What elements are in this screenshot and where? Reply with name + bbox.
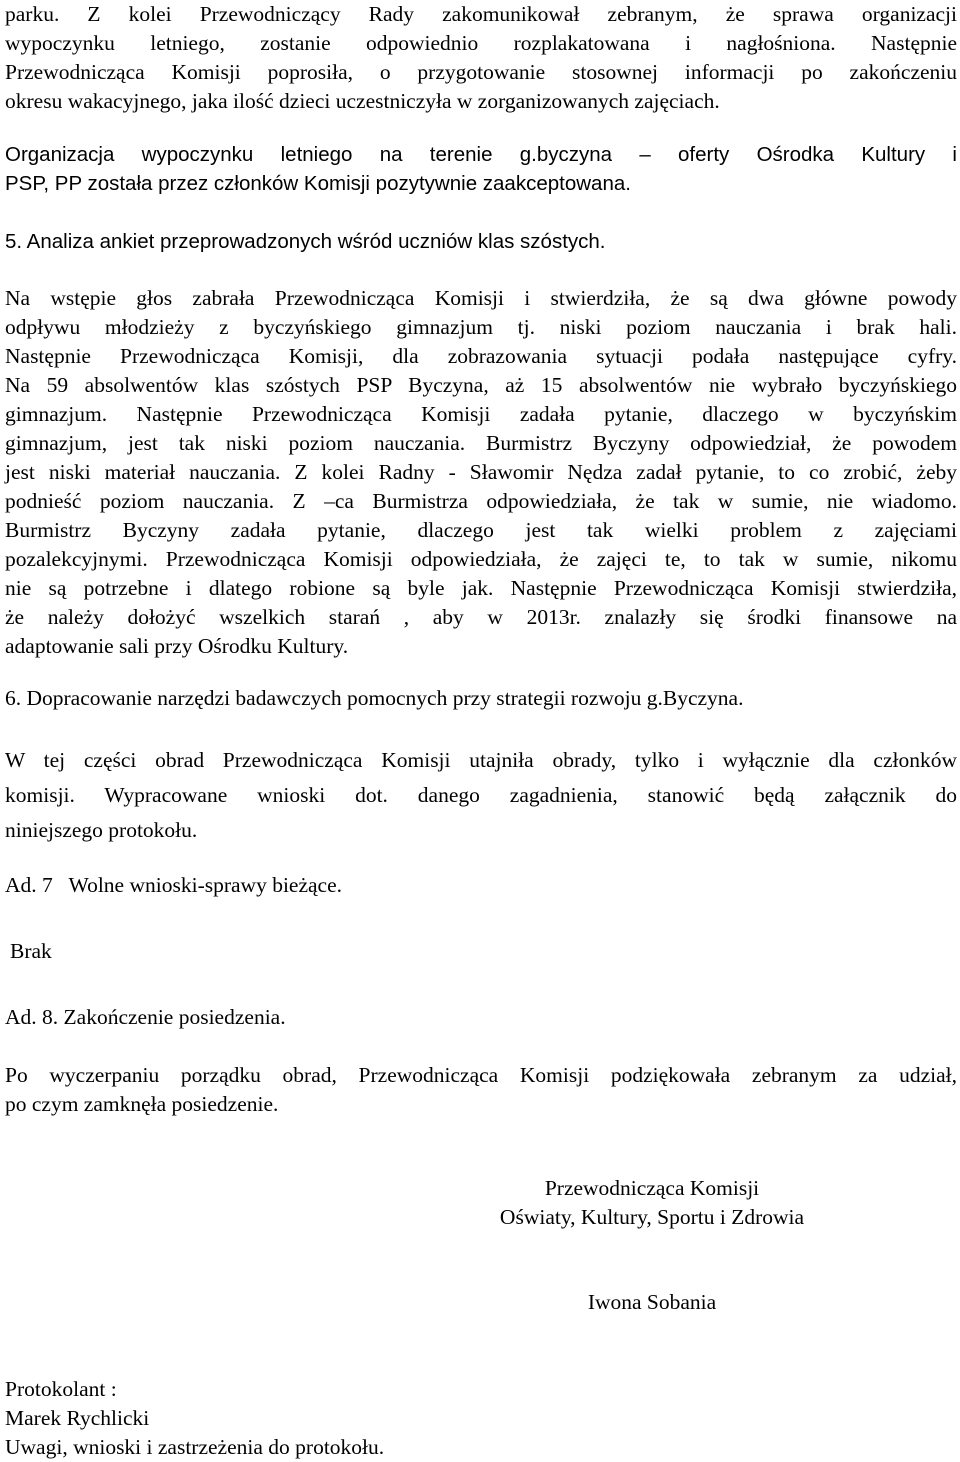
footer (5, 1375, 957, 1462)
intro-paragraph (5, 0, 957, 116)
item5-line-9: Burmistrz Byczyny zadała pytanie, dlaczego jest tak wielki problem z zajęciami (5, 518, 957, 542)
remarks-line: Uwagi, wnioski i zastrzeżenia do protokołu. (5, 1435, 385, 1459)
signature-title-line-1: Przewodnicząca Komisji (544, 1176, 760, 1200)
item5-line-13: adaptowanie sali przy Ośrodku Kultury. (5, 634, 349, 658)
signature-name-text: Iwona Sobania (587, 1290, 717, 1314)
summer-line-1: Organizacja wypoczynku letniego na terenie g.byczyna – oferty Ośrodka Kultury i (5, 143, 957, 166)
ad8-heading (5, 1003, 957, 1032)
closing-line-1: Po wyczerpaniu porządku obrad, Przewodnicząca Komisji podziękowała zebranym za udział, (5, 1063, 957, 1087)
ad8-heading-text: Ad. 8. Zakończenie posiedzenia. (5, 1005, 286, 1029)
intro-line-1: parku. Z kolei Przewodniczący Rady zakomunikował zebranym, że sprawa organizacji (5, 2, 957, 26)
item6-heading-text: 6. Dopracowanie narzędzi badawczych pomocnych przy strategii rozwoju g.Byczyna. (5, 686, 744, 710)
item5-line-11: nie są potrzebne i dlatego robione są byle jak. Następnie Przewodnicząca Komisji stwierdziła, (5, 576, 957, 600)
closing-line-2: po czym zamknęła posiedzenie. (5, 1092, 279, 1116)
item5-line-10: pozalekcyjnymi. Przewodnicząca Komisji odpowiedziała, że zajęci te, to tak w sumie, nikomu (5, 547, 957, 571)
closing-paragraph (5, 1061, 957, 1119)
item5-line-1: Na wstępie głos zabrała Przewodnicząca Komisji i stwierdziła, że są dwa główne powody (5, 286, 957, 310)
protokolant-name: Marek Rychlicki (5, 1406, 150, 1430)
item5-line-4: Na 59 absolwentów klas szóstych PSP Byczyna, aż 15 absolwentów nie wybrało byczyńskiego (5, 373, 957, 397)
ad7-brak: Brak (10, 939, 52, 963)
signature-title-line-2: Oświaty, Kultury, Sportu i Zdrowia (499, 1205, 805, 1229)
item5-line-5: gimnazjum. Następnie Przewodnicząca Komisji zadała pytanie, dlaczego w byczyńskim (5, 402, 957, 426)
item5-line-7: jest niski materiał nauczania. Z kolei Radny - Sławomir Nędza zadał pytanie, to co zrobić, żeby (5, 460, 957, 484)
item5-line-3: Następnie Przewodnicząca Komisji, dla zobrazowania sytuacji podała następujące cyfry. (5, 344, 957, 368)
item5-line-12: że należy dołożyć wszelkich starań , aby w 2013r. znalazły się środki finansowe na (5, 605, 957, 629)
item5-line-6: gimnazjum, jest tak niski poziom nauczania. Burmistrz Byczyny odpowiedział, że powodem (5, 431, 957, 455)
item6-heading (5, 684, 957, 713)
item5-line-2: odpływu młodzieży z byczyńskiego gimnazjum tj. niski poziom nauczania i brak hali. (5, 315, 957, 339)
intro-line-2: wypoczynku letniego, zostanie odpowiednio rozplakatowana i nagłośniona. Następnie (5, 31, 957, 55)
signature-name (472, 1288, 832, 1317)
signature-title (472, 1174, 832, 1232)
summer-paragraph (5, 140, 957, 198)
protokolant-label: Protokolant : (5, 1377, 117, 1401)
ad7-heading-text: Ad. 7 Wolne wnioski-sprawy bieżące. (5, 873, 343, 897)
intro-line-3: Przewodnicząca Komisji poprosiła, o przygotowanie stosownej informacji po zakończeniu (5, 60, 957, 84)
item6-line-3: niniejszego protokołu. (5, 818, 198, 842)
summer-line-2: PSP, PP została przez członków Komisji pozytywnie zaakceptowana. (5, 172, 631, 195)
item6-line-2: komisji. Wypracowane wnioski dot. danego zagadnienia, stanowić będą załącznik do (5, 783, 957, 807)
ad7-heading (5, 871, 957, 900)
item6-line-1: W tej części obrad Przewodnicząca Komisji utajniła obrady, tylko i wyłącznie dla członków (5, 748, 957, 772)
ad7-text (10, 937, 960, 966)
item5-heading-text: 5. Analiza ankiet przeprowadzonych wśród uczniów klas szóstych. (5, 230, 606, 253)
item5-paragraph (5, 284, 957, 661)
item5-line-8: podnieść poziom nauczania. Z –ca Burmistrza odpowiedziała, że tak w sumie, nie wiadomo. (5, 489, 957, 513)
item6-paragraph (5, 743, 957, 848)
intro-line-4: okresu wakacyjnego, jaka ilość dzieci uczestniczyła w zorganizowanych zajęciach. (5, 89, 720, 113)
item5-heading (5, 227, 957, 256)
